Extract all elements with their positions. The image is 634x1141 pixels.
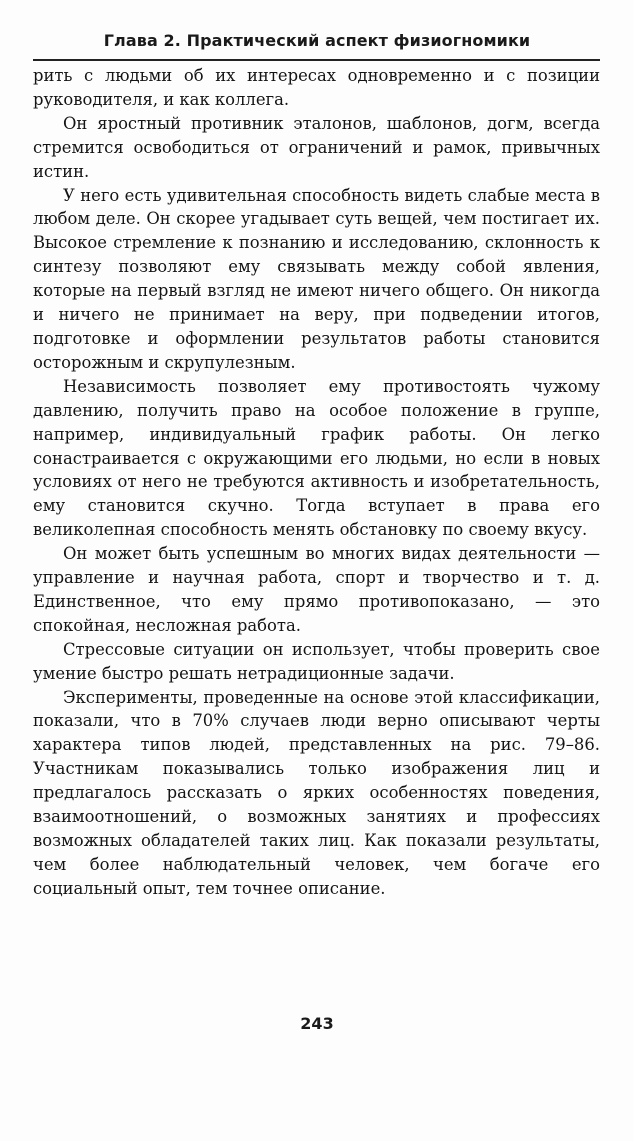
- running-head: Глава 2. Практический аспект физиогномики: [103, 31, 531, 50]
- body-text: [33, 64, 600, 901]
- paragraph: Он может быть успешным во многих видах деятельности — управление и научная работа, спорт и творчество и т. д. Единственное, что ему прямо противопоказано, — это спокойная, несложная работа.: [33, 544, 600, 635]
- paragraph: Стрессовые ситуации он использует, чтобы проверить свое умение быстро решать нетрадиционные задачи.: [33, 639, 600, 683]
- paragraph: Он яростный противник эталонов, шаблонов, догм, всегда стремится освободиться от ограничений и рамок, привычных истин.: [33, 113, 600, 181]
- page-number: 243: [300, 1014, 334, 1033]
- paragraph: Эксперименты, проведенные на основе этой классификации, показали, что в 70% случаев люди верно описывают черты характера типов людей, представленных на рис. 79–86. Участникам показывались только изображения лиц и предлагалось рассказать о ярких особенностях поведения, взаимоотношений, о возможных занятиях и профессиях возможных обладателей таких лиц. Как показали результаты, чем более наблюдательный человек, чем богаче его социальный опыт, тем точнее описание.: [33, 687, 600, 898]
- header-rule: [33, 59, 600, 61]
- paragraph: У него есть удивительная способность видеть слабые места в любом деле. Он скорее угадывает суть вещей, чем постигает их. Высокое стремление к познанию и исследованию, склонность к синтезу позволяют ему связывать между собой явления, которые на первый взгляд не имеют ничего общего. Он никогда и ничего не принимает на веру, при подведении итогов, подготовке и оформлении результатов работы становится осторожным и скрупулезным.: [33, 185, 600, 372]
- paragraph-continued: рить с людьми об их интересах одновременно и с позиции руководителя, и как коллега.: [33, 66, 600, 109]
- paragraph: Независимость позволяет ему противостоять чужому давлению, получить право на особое положение в группе, например, индивидуальный график работы. Он легко сонастраивается с окружающими его людьми, но если в новых условиях от него не требуются активность и изобретательность, ему становится скучно. Тогда вступает в права его великолепная способность менять обстановку по своему вкусу.: [33, 376, 600, 540]
